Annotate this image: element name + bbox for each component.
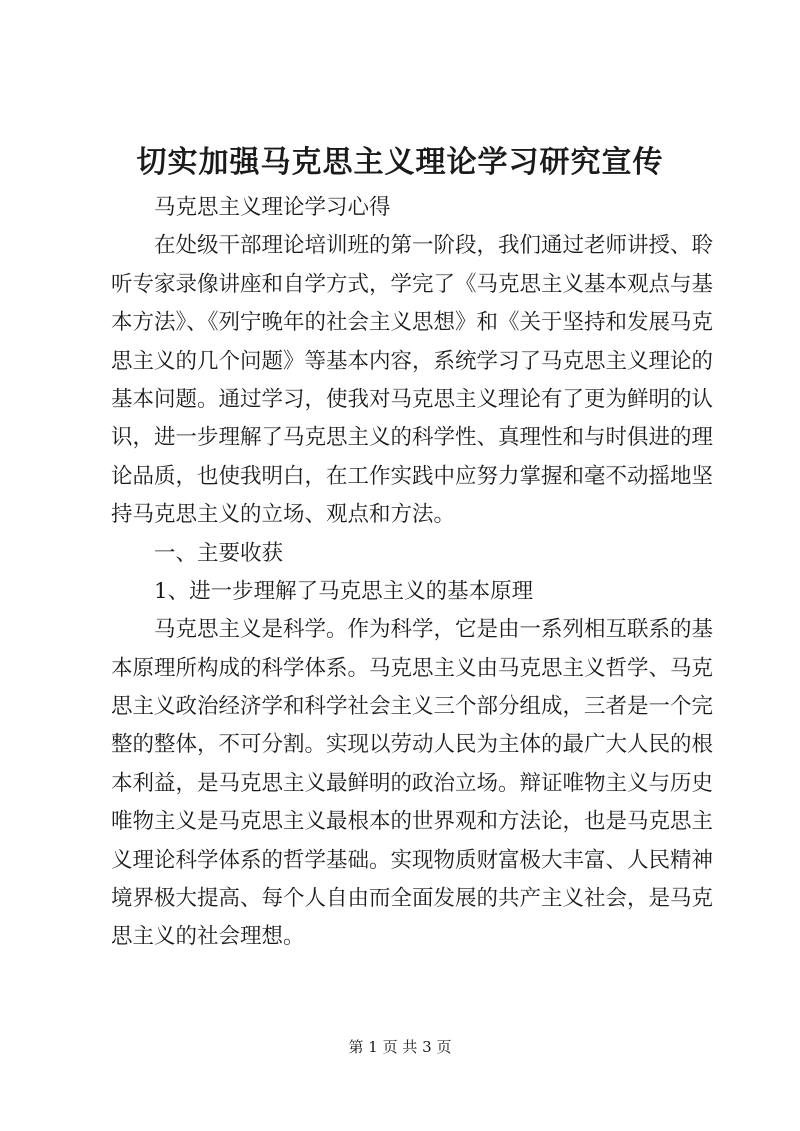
- text-line: 持马克思主义的立场、观点和方法。: [111, 502, 456, 528]
- text-line: 识，进一步理解了马克思主义的科学性、真理性和与时俱进的理: [111, 425, 714, 451]
- text-line: 本原理所构成的科学体系。马克思主义由马克思主义哲学、马克: [111, 655, 714, 681]
- text-line: 本利益，是马克思主义最鲜明的政治立场。辩证唯物主义与历史: [111, 770, 714, 796]
- text-line: 1、进一步理解了马克思主义的基本原理: [154, 578, 534, 604]
- text-line: 义理论科学体系的哲学基础。实现物质财富极大丰富、人民精神: [111, 847, 714, 873]
- text-line: 论品质，也使我明白，在工作实践中应努力掌握和毫不动摇地坚: [111, 463, 714, 489]
- text-line: 本方法》、《列宁晚年的社会主义思想》和《关于坚持和发展马克: [111, 310, 714, 336]
- text-line: 在处级干部理论培训班的第一阶段，我们通过老师讲授、聆: [154, 233, 714, 259]
- text-line: 整的整体，不可分割。实现以劳动人民为主体的最广大人民的根: [111, 732, 714, 758]
- text-line: 听专家录像讲座和自学方式，学完了《马克思主义基本观点与基: [111, 271, 714, 297]
- page-number-footer: 第 1 页 共 3 页: [348, 1038, 452, 1056]
- text-line: 唯物主义是马克思主义最根本的世界观和方法论，也是马克思主: [111, 809, 714, 835]
- text-line: 思主义的社会理想。: [111, 924, 305, 950]
- text-line: 马克思主义是科学。作为科学，它是由一系列相互联系的基: [154, 617, 714, 643]
- text-line: 一、主要收获: [154, 540, 284, 566]
- text-line: 思主义政治经济学和科学社会主义三个部分组成，三者是一个完: [111, 694, 714, 720]
- text-line: 思主义的几个问题》等基本内容，系统学习了马克思主义理论的: [111, 348, 714, 374]
- text-line: 基本问题。通过学习，使我对马克思主义理论有了更为鲜明的认: [111, 386, 714, 412]
- document-title: 切实加强马克思主义理论学习研究宣传: [136, 145, 664, 180]
- text-line: 马克思主义理论学习心得: [154, 195, 391, 220]
- document-body: [111, 189, 714, 957]
- text-line: 境界极大提高、每个人自由而全面发展的共产主义社会，是马克: [111, 886, 714, 912]
